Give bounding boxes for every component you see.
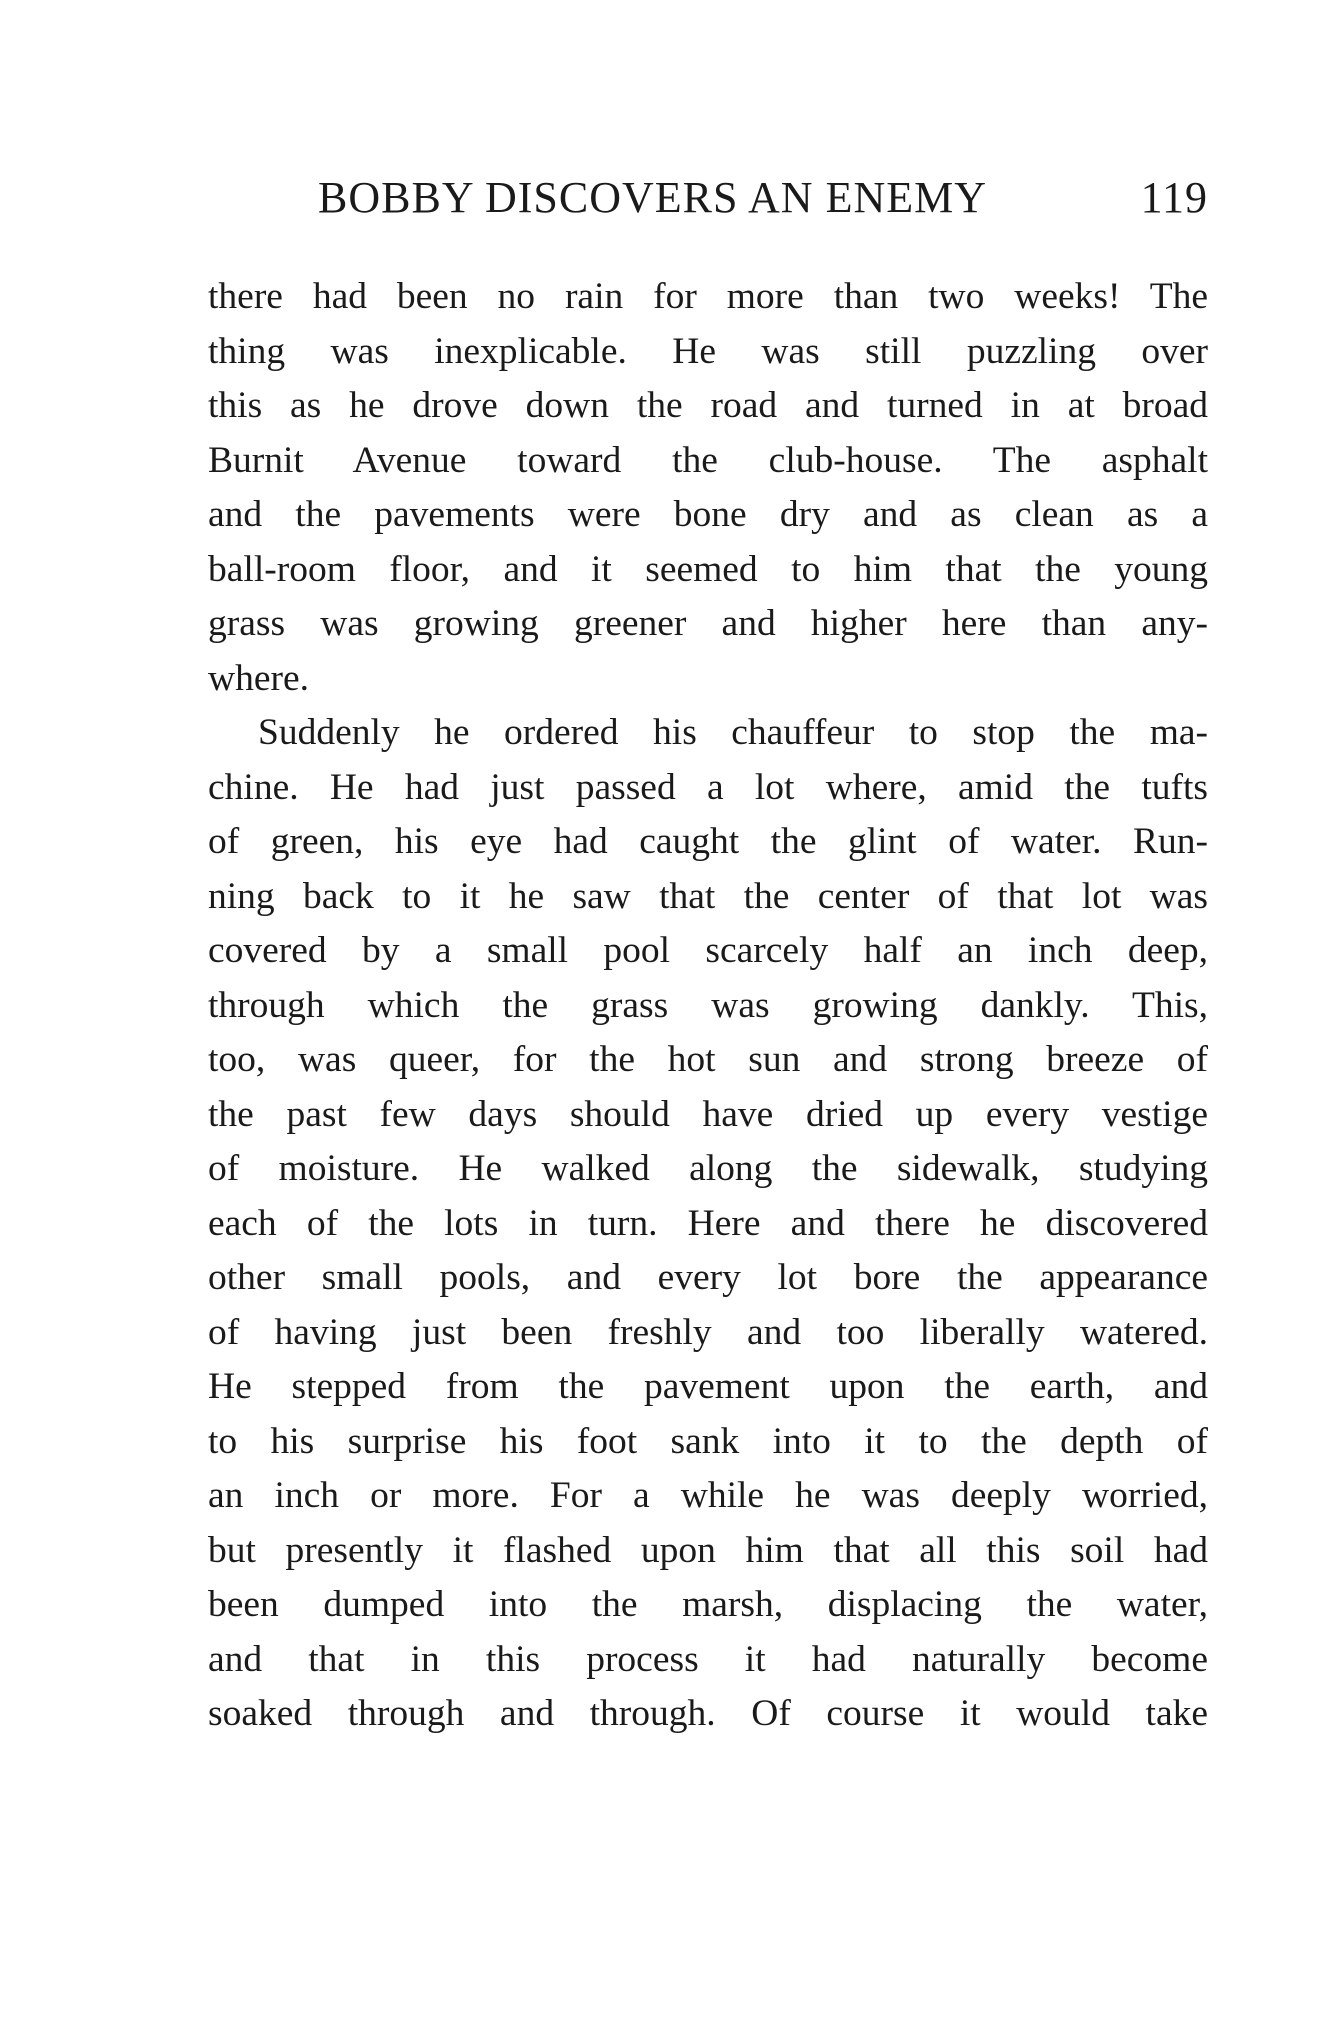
body-text <box>208 270 1208 1742</box>
text-line: been dumped into the marsh, displacing the water, <box>208 1584 1208 1625</box>
text-line: but presently it flashed upon him that all this soil had <box>208 1529 1208 1571</box>
text-line: ball-room floor, and it seemed to him that the young <box>208 548 1208 590</box>
text-line: other small pools, and every lot bore the appearance <box>208 1257 1208 1298</box>
text-line: chine. He had just passed a lot where, amid the tufts <box>208 766 1208 808</box>
text-line: Burnit Avenue toward the club-house. The asphalt <box>208 439 1208 481</box>
text-line: each of the lots in turn. Here and there he discovered <box>208 1202 1208 1244</box>
running-title: BOBBY DISCOVERS AN ENEMY <box>318 173 988 222</box>
text-line: an inch or more. For a while he was deeply worried, <box>208 1475 1208 1516</box>
page-number: 119 <box>1140 173 1208 222</box>
text-line: there had been no rain for more than two weeks! The <box>208 276 1208 317</box>
text-line: this as he drove down the road and turned in at broad <box>208 385 1208 426</box>
text-line: of having just been freshly and too liberally watered. <box>208 1311 1208 1353</box>
text-line: of moisture. He walked along the sidewalk, studying <box>208 1148 1208 1189</box>
text-line: covered by a small pool scarcely half an inch deep, <box>208 930 1208 971</box>
text-line: Suddenly he ordered his chauffeur to stop the ma- <box>258 712 1208 753</box>
text-line: too, was queer, for the hot sun and strong breeze of <box>208 1039 1208 1080</box>
text-line: through which the grass was growing dankly. This, <box>208 984 1208 1026</box>
text-line: grass was growing greener and higher here than any- <box>208 603 1208 644</box>
text-line: soaked through and through. Of course it would take <box>208 1693 1208 1734</box>
text-line: to his surprise his foot sank into it to the depth of <box>208 1420 1208 1462</box>
text-line: thing was inexplicable. He was still puzzling over <box>208 330 1208 372</box>
text-line: and that in this process it had naturally become <box>208 1638 1208 1680</box>
text-line: where. <box>208 657 309 699</box>
text-line: ning back to it he saw that the center of that lot was <box>208 875 1208 917</box>
text-line: the past few days should have dried up every vestige <box>208 1093 1208 1135</box>
text-line: and the pavements were bone dry and as clean as a <box>208 494 1208 535</box>
paragraph <box>208 270 1208 706</box>
paragraph <box>208 706 1208 1742</box>
text-line: He stepped from the pavement upon the earth, and <box>208 1366 1208 1407</box>
text-line: of green, his eye had caught the glint of water. Run- <box>208 821 1208 862</box>
